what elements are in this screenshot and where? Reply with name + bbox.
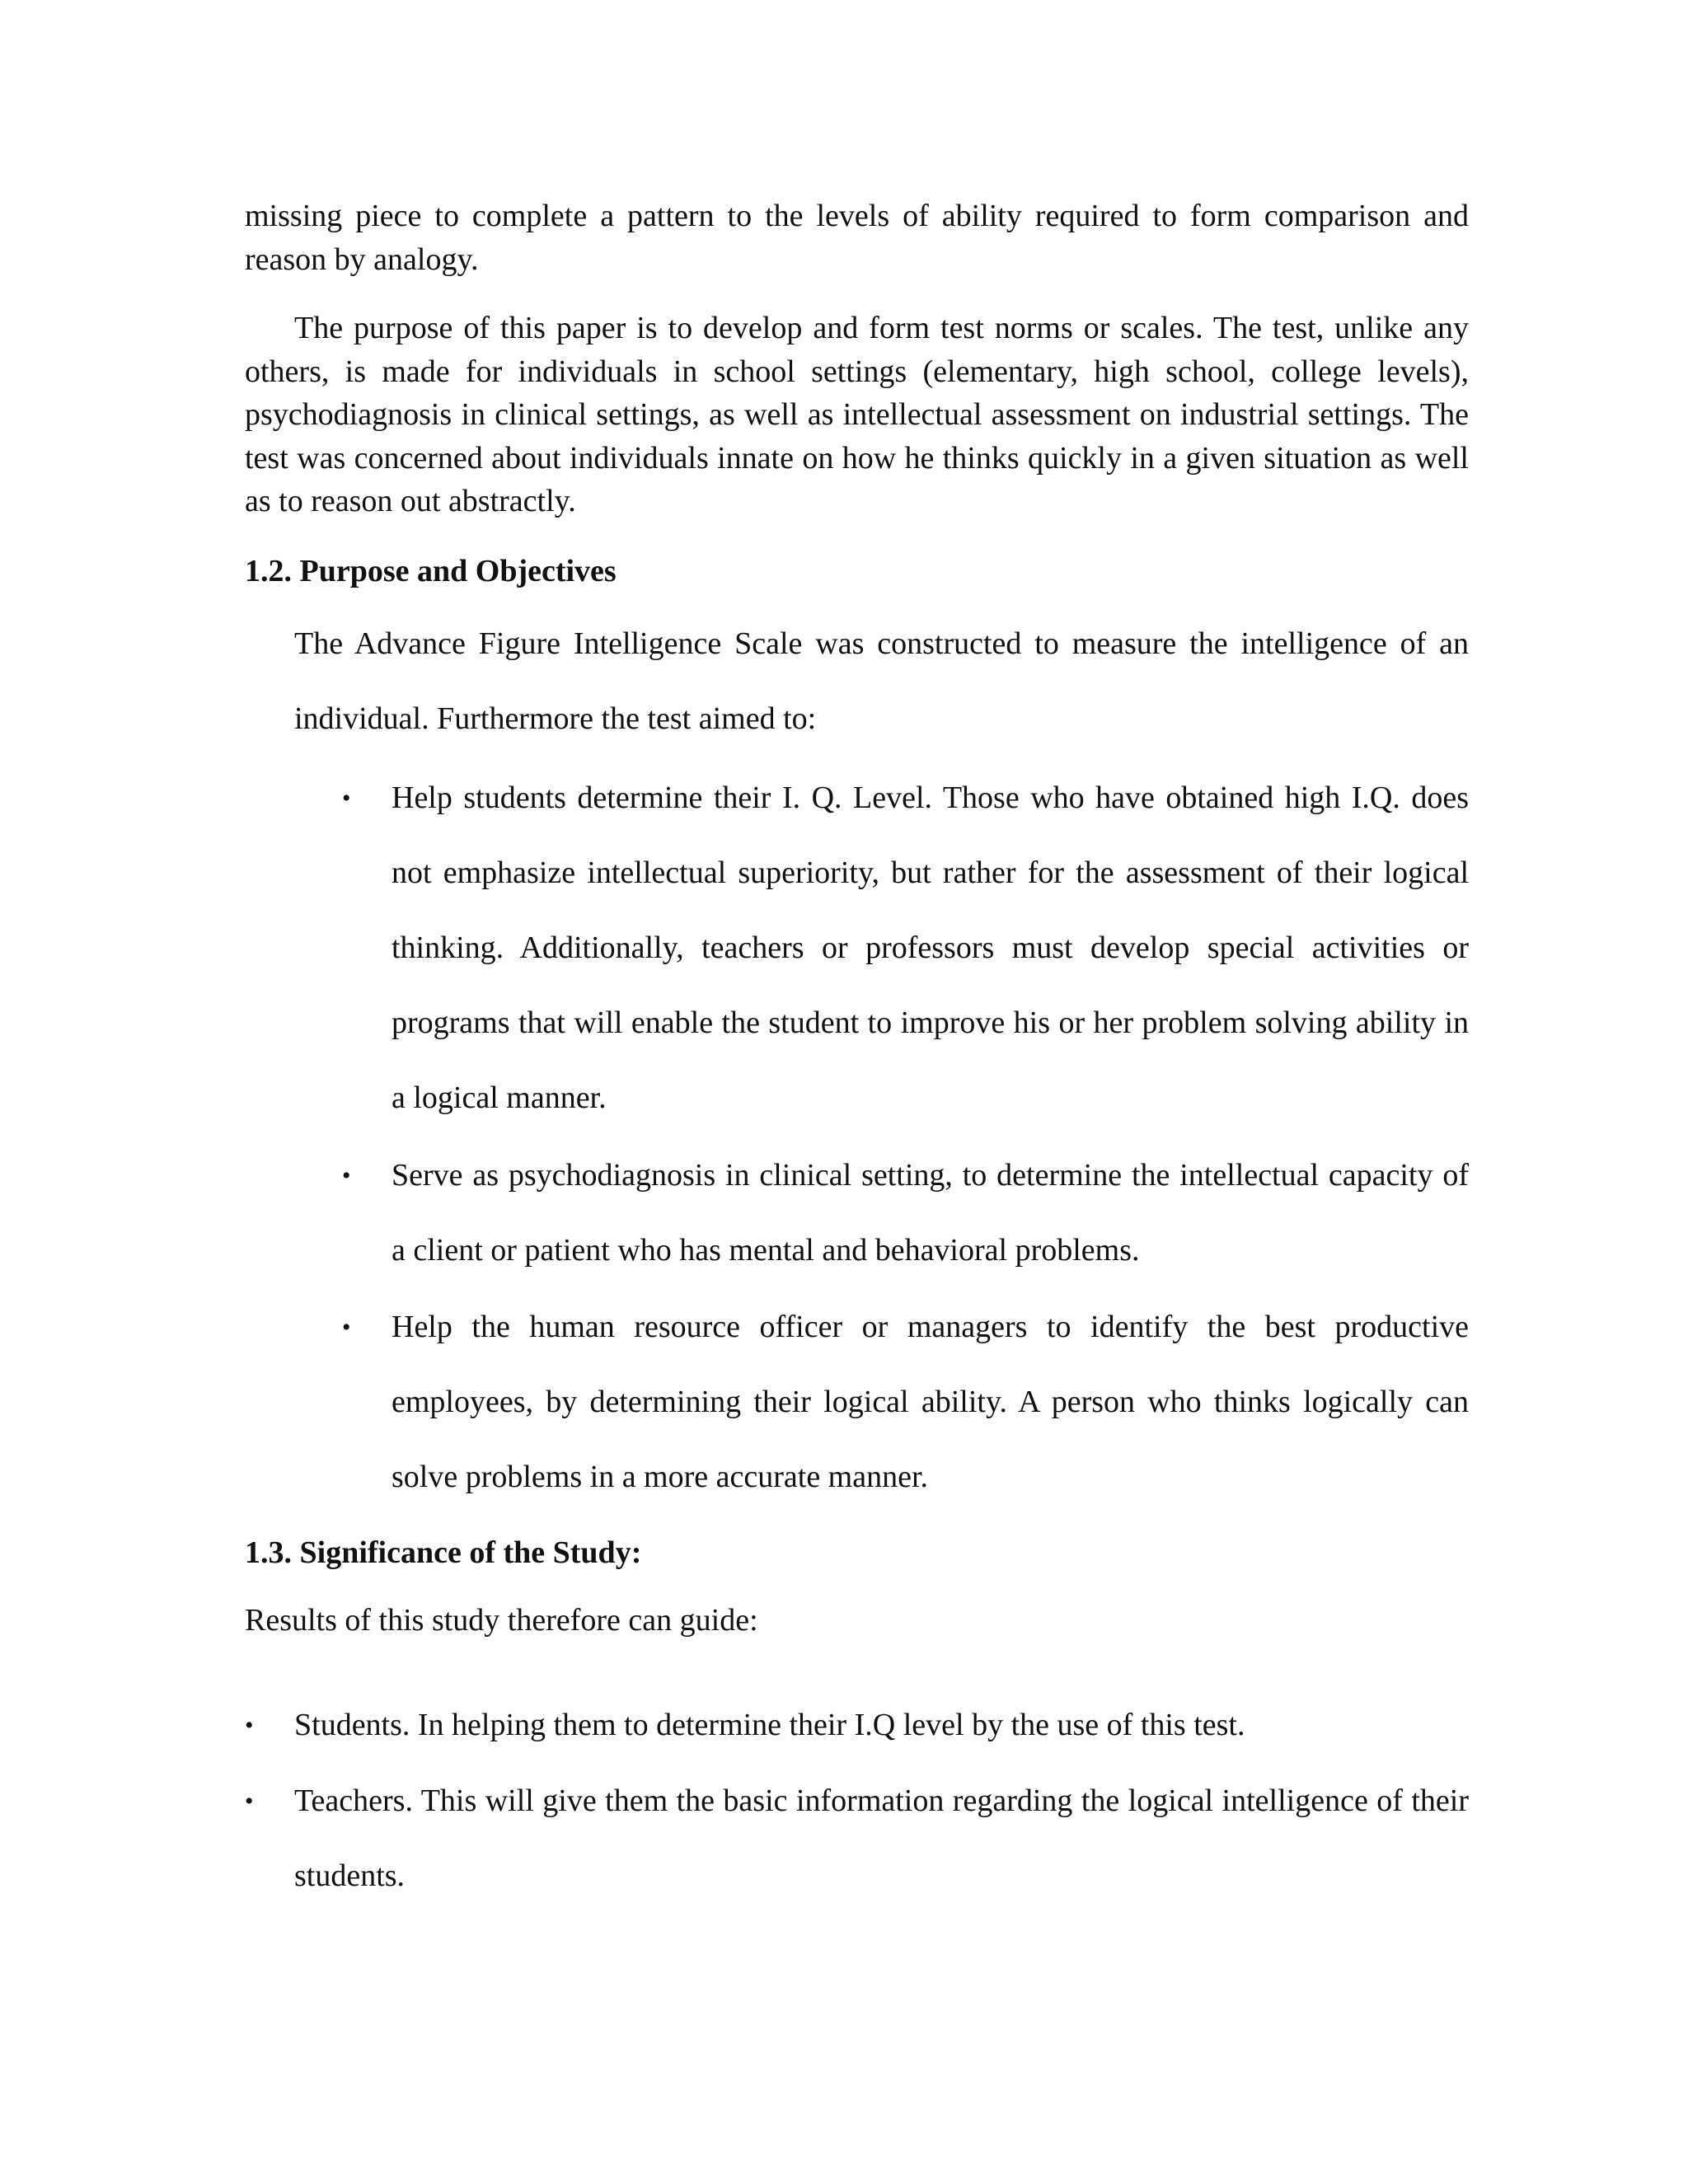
objective-item-human-resource: Help the human resource officer or managers to identify the best productive employees, by determining their logical ability. A person who thinks logically can solve problems in a more accurate manner. [392, 1310, 1469, 1494]
objective-item-psychodiagnosis: Serve as psychodiagnosis in clinical setting, to determine the intellectual capacity of a client or patient who has mental and behavioral problems. [392, 1158, 1469, 1268]
paragraph-purpose-of-paper: The purpose of this paper is to develop and form test norms or scales. The test, unlike any others, is made for individuals in school settings (elementary, high school, college levels), psychodiagnosis in clinical settings, as well as intellectual assessment on industrial settings. The test was concerned about individuals innate on how he thinks quickly in a given situation as well as to reason out abstractly. [245, 311, 1469, 518]
bullet-icon: • [245, 1788, 254, 1815]
section-heading-significance: 1.3. Significance of the Study: [245, 1535, 642, 1570]
objectives-intro-paragraph: The Advance Figure Intelligence Scale was constructed to measure the intelligence of an individual. Furthermore the test aimed to: [294, 626, 1469, 736]
bullet-icon: • [342, 1314, 351, 1341]
paragraph-continuation: missing piece to complete a pattern to the levels of ability required to form comparison and reason by analogy. [245, 199, 1469, 277]
section-heading-purpose-objectives: 1.2. Purpose and Objectives [245, 554, 617, 588]
significance-item-students: Students. In helping them to determine their I.Q level by the use of this test. [294, 1708, 1245, 1742]
significance-intro-line: Results of this study therefore can guide: [245, 1603, 758, 1638]
bullet-icon: • [342, 785, 351, 812]
significance-item-teachers: Teachers. This will give them the basic information regarding the logical intelligence of their students. [294, 1783, 1469, 1893]
bullet-icon: • [342, 1162, 351, 1189]
objective-item-students: Help students determine their I. Q. Level. Those who have obtained high I.Q. does not emphasize intellectual superiority, but rather for the assessment of their logical thinking. Additionally, teachers or professors must develop special activities or programs that will enable the student to improve his or her problem solving ability in a logical manner. [392, 780, 1469, 1115]
bullet-icon: • [245, 1712, 254, 1739]
